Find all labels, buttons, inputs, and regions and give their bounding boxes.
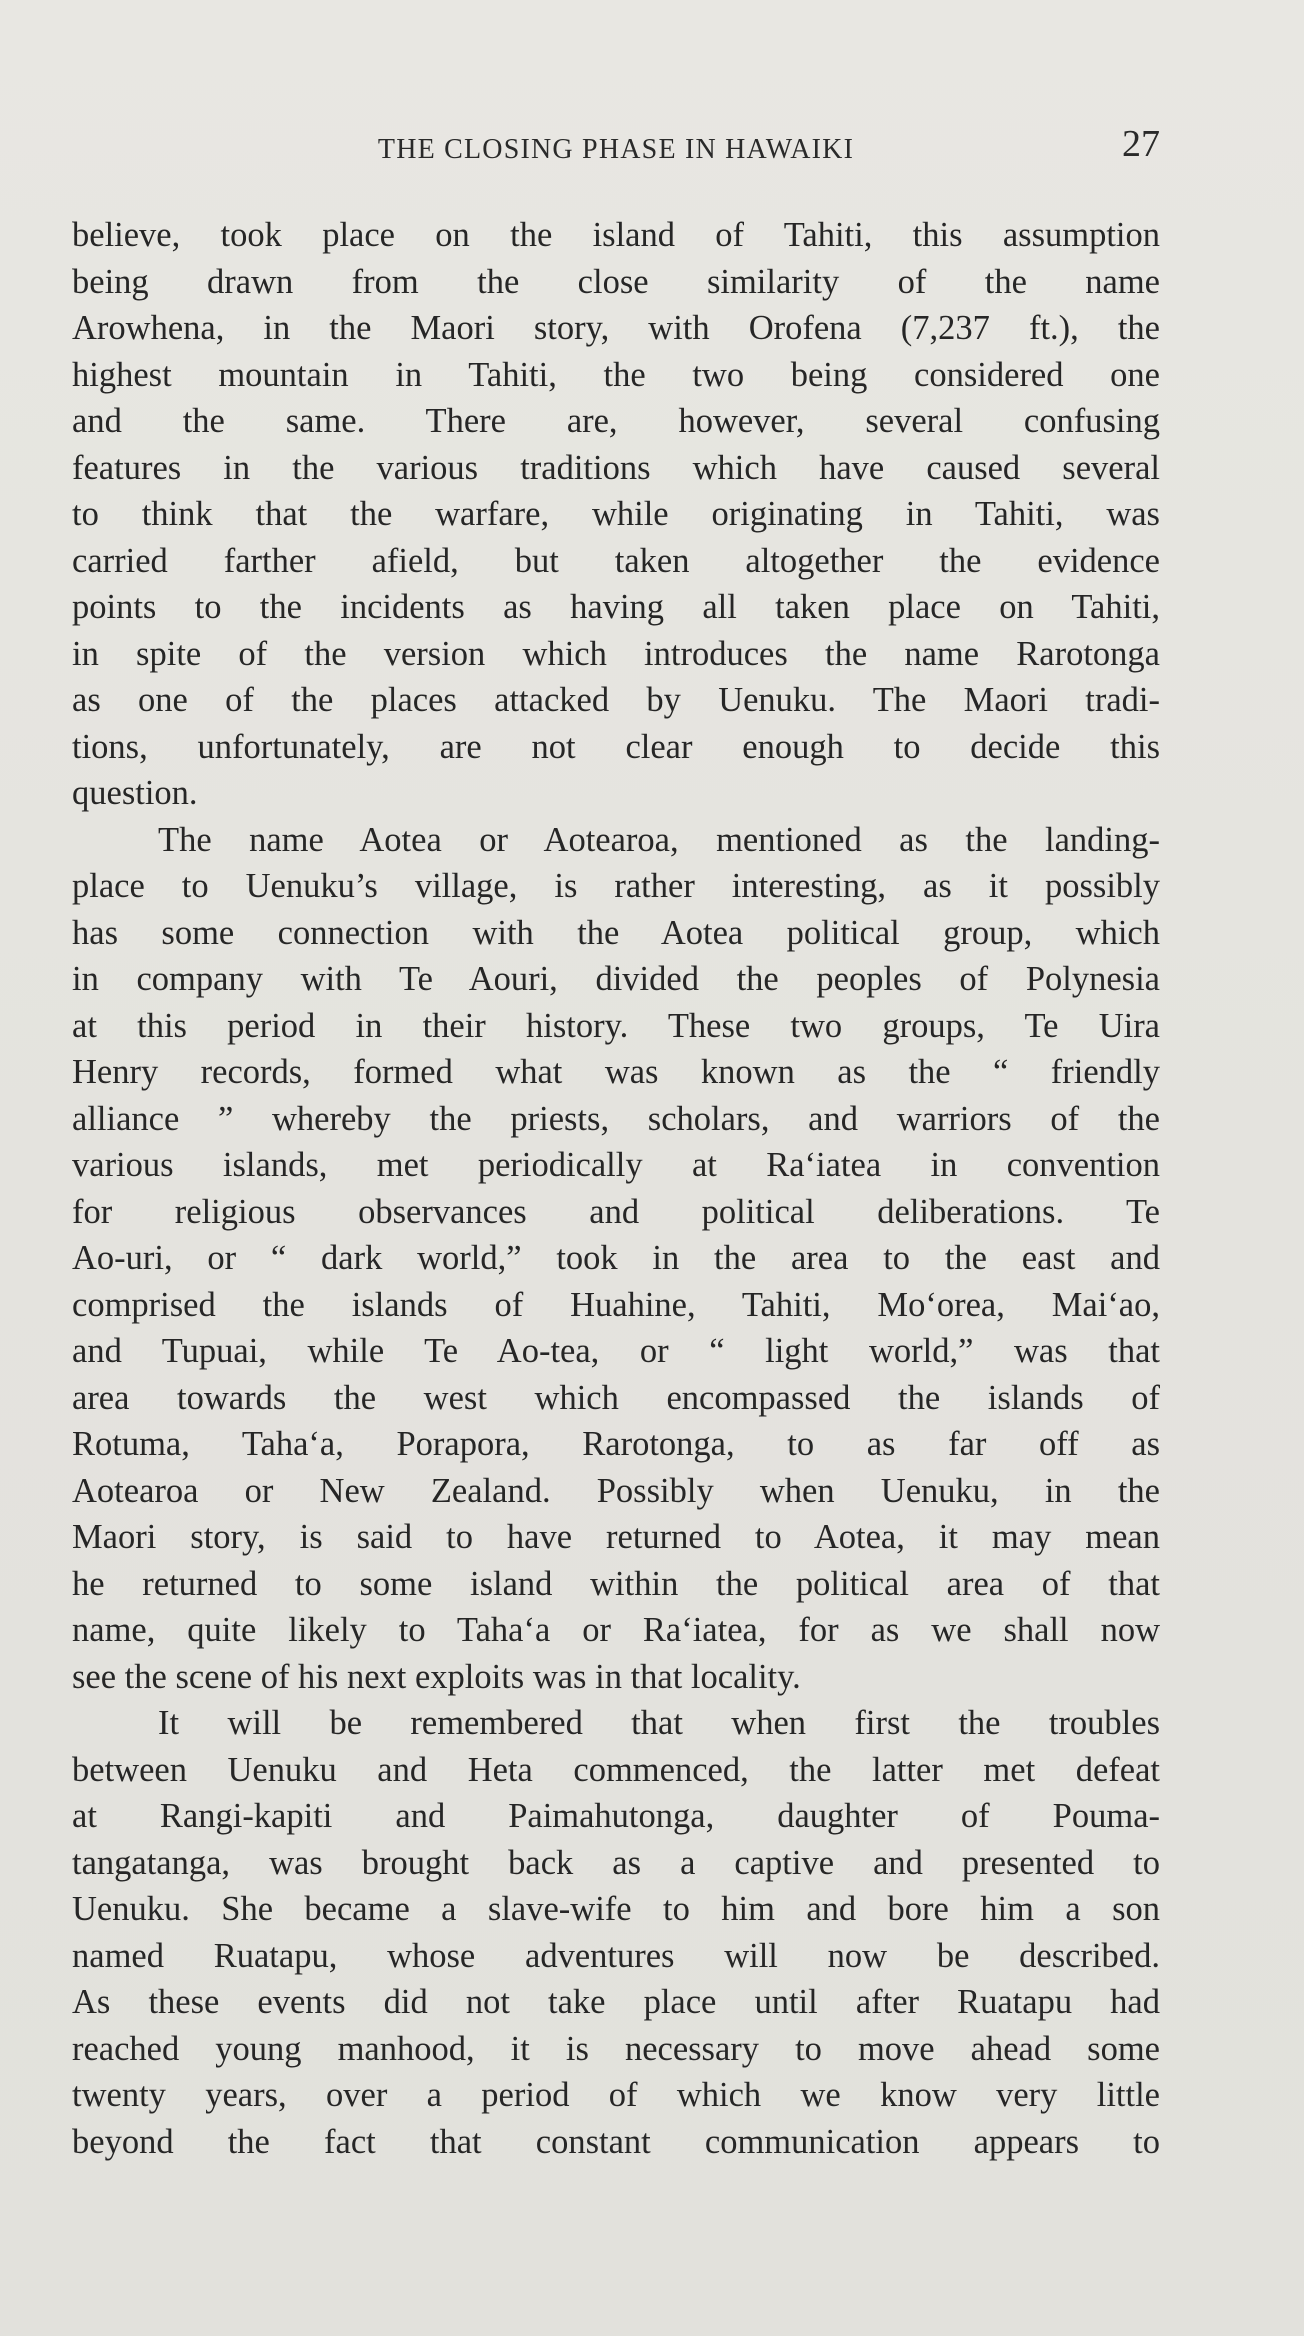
text-line: has some connection with the Aotea political group, which [72,913,1160,952]
text-line: Uenuku. She became a slave-wife to him and bore him a son [72,1890,1160,1928]
text-line: twenty years, over a period of which we know very little [72,2076,1160,2114]
text-line: various islands, met periodically at Ra‘iatea in convention [72,1146,1160,1184]
text-line: beyond the fact that constant communication appears to [72,2122,1160,2161]
text-line: Maori story, is said to have returned to Aotea, it may mean [72,1518,1160,1556]
text-line: As these events did not take place until after Ruatapu had [72,1983,1160,2021]
text-line: Rotuma, Taha‘a, Porapora, Rarotonga, to as far off as [72,1425,1160,1463]
paragraph-3 [72,1700,1160,2165]
text-line: alliance ” whereby the priests, scholars, and warriors of the [72,1099,1160,1138]
text-line: tangatanga, was brought back as a captive and presented to [72,1843,1160,1882]
text-line: as one of the places attacked by Uenuku. The Maori tradi- [72,681,1160,719]
text-line: at Rangi-kapiti and Paimahutonga, daughter of Pouma- [72,1797,1160,1835]
text-line: in spite of the version which introduces the name Rarotonga [72,634,1160,673]
text-line: area towards the west which encompassed the islands of [72,1378,1160,1417]
text-line: tions, unfortunately, are not clear enough to decide this [72,727,1160,766]
text-line: features in the various traditions which have caused several [72,448,1160,487]
text-line: being drawn from the close similarity of the name [72,262,1160,301]
text-line: named Ruatapu, whose adventures will now be described. [72,1936,1160,1975]
paragraph-1 [72,212,1160,817]
text-line: question. [72,774,198,812]
text-line: Aotearoa or New Zealand. Possibly when Uenuku, in the [72,1471,1160,1510]
text-line: reached young manhood, it is necessary to move ahead some [72,2029,1160,2068]
text-line: highest mountain in Tahiti, the two being considered one [72,355,1160,394]
paragraph-2 [72,817,1160,1701]
running-header [72,122,1160,182]
text-line: between Uenuku and Heta commenced, the latter met defeat [72,1750,1160,1789]
text-line: name, quite likely to Taha‘a or Ra‘iatea, for as we shall now [72,1611,1160,1649]
text-line: in company with Te Aouri, divided the peoples of Polynesia [72,960,1160,998]
text-line: for religious observances and political deliberations. Te [72,1192,1160,1231]
text-line: to think that the warfare, while originating in Tahiti, was [72,495,1160,533]
text-line: Henry records, formed what was known as the “ friendly [72,1053,1160,1091]
text-line: Ao-uri, or “ dark world,” took in the area to the east and [72,1239,1160,1277]
body-text [72,212,1160,2165]
text-line: believe, took place on the island of Tahiti, this assumption [72,216,1160,254]
text-line: at this period in their history. These two groups, Te Uira [72,1006,1160,1045]
text-line: and the same. There are, however, several confusing [72,402,1160,440]
text-line: Arowhena, in the Maori story, with Orofena (7,237 ft.), the [72,309,1160,347]
running-title: THE CLOSING PHASE IN HAWAIKI [377,134,855,165]
text-line: he returned to some island within the political area of that [72,1564,1160,1603]
text-line: see the scene of his next exploits was in that locality. [72,1657,801,1696]
text-line: points to the incidents as having all taken place on Tahiti, [72,588,1160,626]
text-line: It will be remembered that when first the troubles [158,1704,1160,1742]
text-line: carried farther afield, but taken altogether the evidence [72,541,1160,580]
page-number: 27 [1122,123,1160,165]
text-line: The name Aotea or Aotearoa, mentioned as the landing- [158,820,1160,859]
text-line: place to Uenuku’s village, is rather interesting, as it possibly [72,867,1160,905]
text-line: and Tupuai, while Te Ao-tea, or “ light world,” was that [72,1332,1160,1370]
text-line: comprised the islands of Huahine, Tahiti, Mo‘orea, Mai‘ao, [72,1285,1160,1324]
